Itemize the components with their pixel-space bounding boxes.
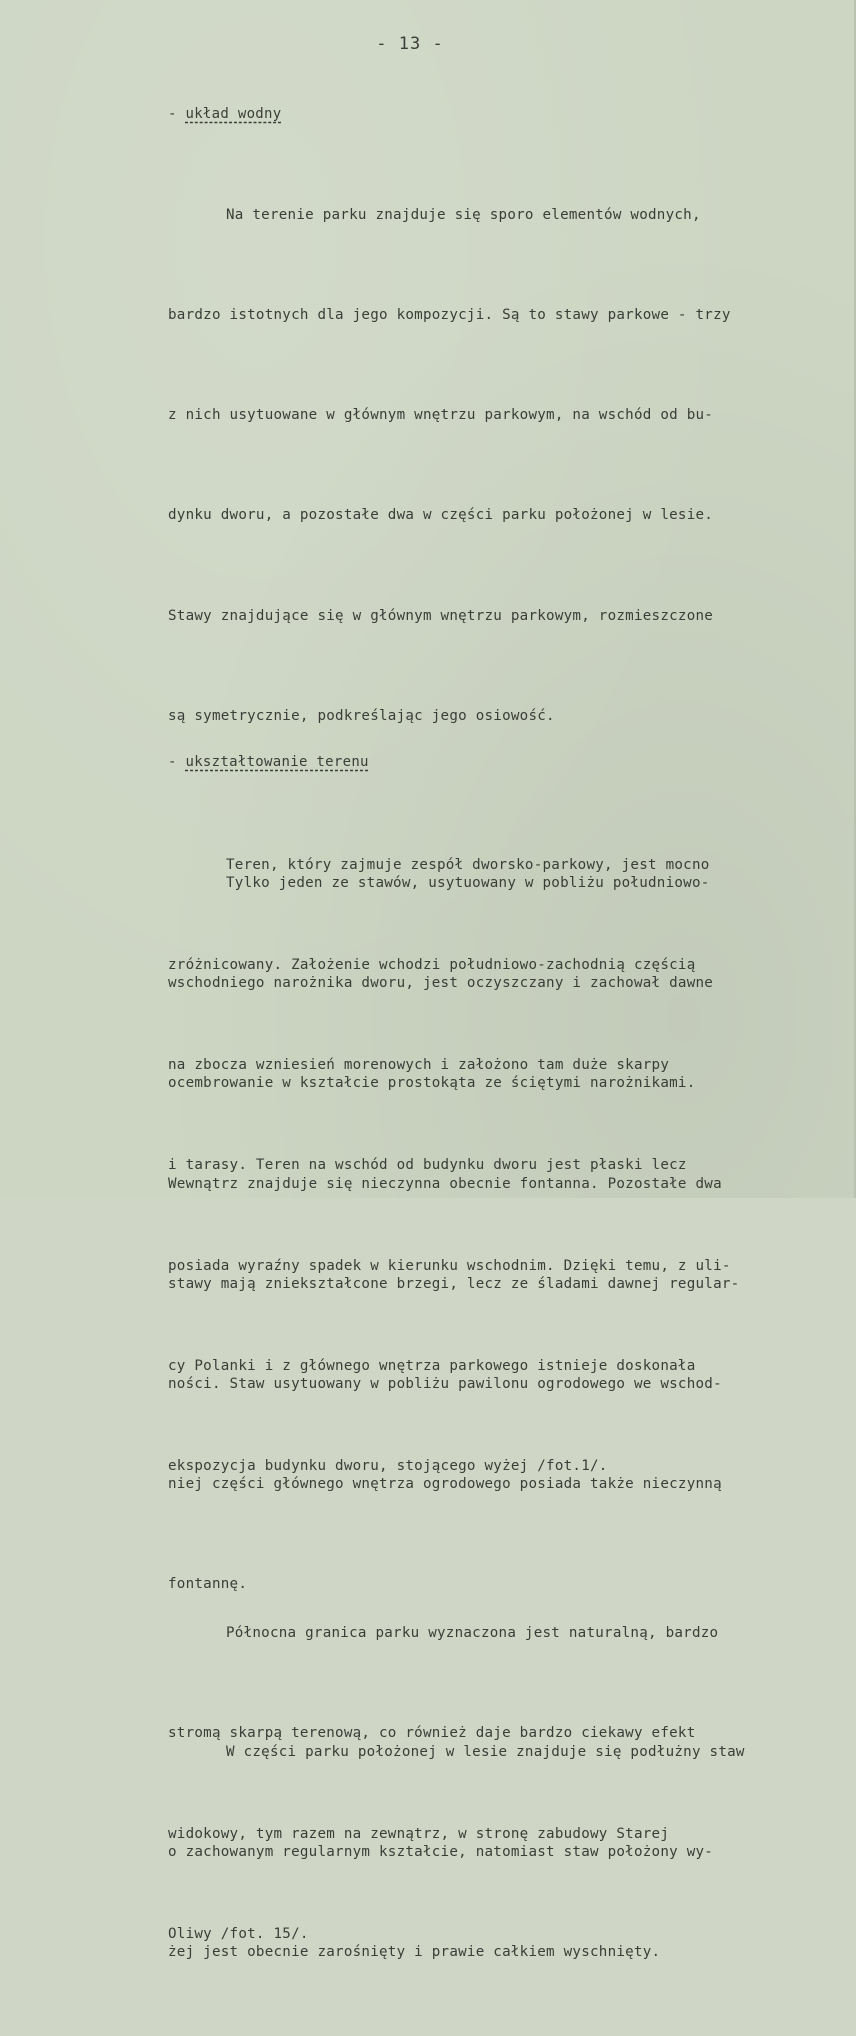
section-terrain: [168, 752, 828, 772]
heading-title: układ wodny: [185, 106, 282, 122]
text-line: niej części głównego wnętrza ogrodowego posiada także nieczynną: [168, 1476, 722, 1493]
text-line: i tarasy. Teren na wschód od budynku dworu jest płaski lecz: [168, 1157, 687, 1174]
page-number: - 13 -: [376, 34, 444, 54]
heading-title: ukształtowanie terenu: [185, 754, 369, 770]
text-line: fontannę.: [168, 1576, 248, 1593]
text-line: żej jest obecnie zarośnięty i prawie całkiem wyschnięty.: [168, 1943, 661, 1960]
section-terrain-body: [168, 782, 828, 2018]
heading-dash: -: [168, 754, 186, 770]
text-line: widokowy, tym razem na zewnątrz, w stronę zabudowy Starej: [168, 1825, 670, 1842]
text-line: ności. Staw usytuowany w pobliżu pawilonu ogrodowego we wschod-: [168, 1376, 722, 1393]
text-line: cy Polanki i z głównego wnętrza parkowego istnieje doskonała: [168, 1357, 696, 1374]
text-line: Oliwy /fot. 15/.: [168, 1925, 309, 1942]
text-line: stromą skarpą terenową, co również daje bardzo ciekawy efekt: [168, 1725, 696, 1742]
paragraph: [168, 782, 828, 1550]
text-line: posiada wyraźny spadek w kierunku wschodnim. Dzięki temu, z uli-: [168, 1257, 731, 1274]
text-line: ocembrowanie w kształcie prostokąta ze ściętymi narożnikami.: [168, 1075, 696, 1092]
text-line: dynku dworu, a pozostałe dwa w części parku położonej w lesie.: [168, 507, 714, 524]
text-line: Na terenie parku znajduje się sporo elementów wodnych,: [226, 206, 701, 223]
section-heading: [168, 752, 828, 772]
text-line: ekspozycja budynku dworu, stojącego wyżej /fot.1/.: [168, 1458, 608, 1475]
text-line: Północna granica parku wyznaczona jest naturalną, bardzo: [226, 1625, 719, 1642]
text-line: Stawy znajdujące się w głównym wnętrzu parkowym, rozmieszczone: [168, 607, 714, 624]
text-line: są symetrycznie, podkreślając jego osiowość.: [168, 707, 555, 724]
paragraph: [168, 132, 828, 800]
section-heading: [168, 104, 828, 124]
text-line: stawy mają zniekształcone brzegi, lecz ze śladami dawnej regular-: [168, 1275, 740, 1292]
text-line: wschodniego narożnika dworu, jest oczyszczany i zachował dawne: [168, 975, 714, 992]
text-line: o zachowanym regularnym kształcie, natomiast staw położony wy-: [168, 1843, 714, 1860]
text-line: W części parku położonej w lesie znajduje się podłużny staw: [226, 1743, 745, 1760]
text-line: zróżnicowany. Założenie wchodzi południowo-zachodnią częścią: [168, 957, 696, 974]
text-line: Tylko jeden ze stawów, usytuowany w pobliżu południowo-: [226, 874, 710, 891]
text-line: Wewnątrz znajduje się nieczynna obecnie fontanna. Pozostałe dwa: [168, 1175, 722, 1192]
heading-dash: -: [168, 106, 186, 122]
text-line: z nich usytuowane w głównym wnętrzu parkowym, na wschód od bu-: [168, 407, 714, 424]
paragraph: [168, 1550, 828, 2018]
text-line: bardzo istotnych dla jego kompozycji. Są to stawy parkowe - trzy: [168, 307, 731, 324]
section-water-system: [168, 104, 828, 124]
text-line: na zbocza wzniesień morenowych i założono tam duże skarpy: [168, 1057, 670, 1074]
text-line: Teren, który zajmuje zespół dworsko-parkowy, jest mocno: [226, 856, 710, 873]
